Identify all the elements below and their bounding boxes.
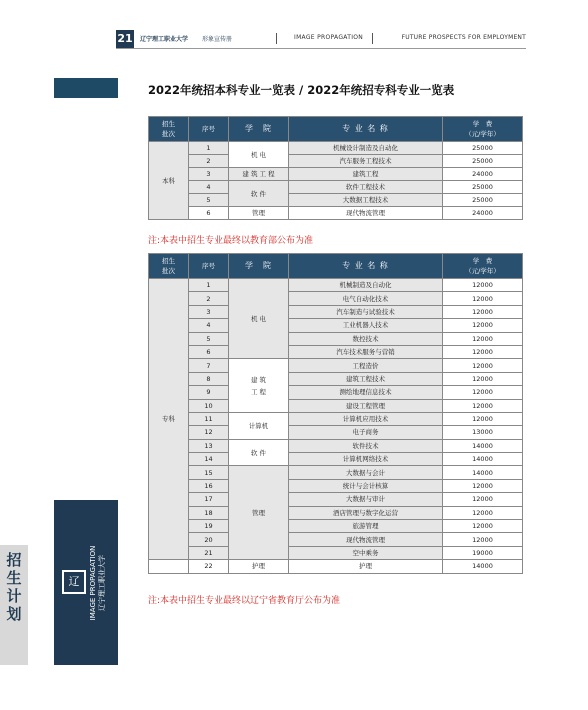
row-no: 16 <box>189 479 229 492</box>
major-cell: 计算机应用技术 <box>289 412 443 425</box>
major-cell: 计算机网络技术 <box>289 453 443 466</box>
table-row <box>149 345 523 358</box>
header-right-text: FUTURE PROSPECTS FOR EMPLOYMENT <box>401 34 526 41</box>
vocational-majors-table <box>148 253 523 574</box>
table-row <box>149 359 523 372</box>
major-cell: 大数据与会计 <box>289 466 443 479</box>
col-header-college: 学 院 <box>229 254 289 279</box>
major-cell: 现代物流管理 <box>289 533 443 546</box>
major-cell: 汽车制造与试验技术 <box>289 305 443 318</box>
row-no: 3 <box>189 168 229 181</box>
fee-cell: 14000 <box>443 453 523 466</box>
col-header-fee: 学 费 （元/学年） <box>443 117 523 142</box>
table-row <box>149 453 523 466</box>
table-row <box>149 279 523 292</box>
college-cell: 管理 <box>229 207 289 220</box>
table-row <box>149 168 523 181</box>
row-no: 4 <box>189 319 229 332</box>
college-cell: 护理 <box>229 560 289 573</box>
row-no: 3 <box>189 305 229 318</box>
fee-cell: 12000 <box>443 506 523 519</box>
fee-cell: 19000 <box>443 546 523 559</box>
undergrad-majors-table <box>148 116 523 220</box>
major-cell: 空中乘务 <box>289 546 443 559</box>
table-row <box>149 560 523 573</box>
header-rule <box>116 48 526 49</box>
fee-cell: 12000 <box>443 399 523 412</box>
major-cell: 电气自动化技术 <box>289 292 443 305</box>
fee-cell: 12000 <box>443 412 523 425</box>
fee-cell: 12000 <box>443 479 523 492</box>
col-header-batch: 招生 批次 <box>149 117 189 142</box>
page-number: 21 <box>116 30 134 48</box>
table-row <box>149 533 523 546</box>
table-row <box>149 439 523 452</box>
header-divider <box>276 33 277 44</box>
table-note: 注:本表中招生专业最终以教育部公布为准 <box>148 236 314 246</box>
fee-cell: 12000 <box>443 332 523 345</box>
row-no: 15 <box>189 466 229 479</box>
row-no: 17 <box>189 493 229 506</box>
col-header-fee: 学 费 （元/学年） <box>443 254 523 279</box>
row-no: 1 <box>189 142 229 155</box>
fee-cell: 12000 <box>443 493 523 506</box>
sidebar-brand-block <box>54 500 118 665</box>
fee-cell: 12000 <box>443 520 523 533</box>
fee-cell: 13000 <box>443 426 523 439</box>
row-no: 6 <box>189 345 229 358</box>
major-cell: 大数据与审计 <box>289 493 443 506</box>
table-header-row <box>149 117 523 142</box>
fee-cell: 25000 <box>443 142 523 155</box>
major-cell: 机械设计制造及自动化 <box>289 142 443 155</box>
row-no: 7 <box>189 359 229 372</box>
table-row <box>149 466 523 479</box>
table-header-row <box>149 254 523 279</box>
table-row <box>149 181 523 194</box>
major-cell: 工业机器人技术 <box>289 319 443 332</box>
table-row <box>149 319 523 332</box>
table-row <box>149 142 523 155</box>
table-row <box>149 520 523 533</box>
header-center-text: IMAGE PROPAGATION <box>294 34 364 41</box>
fee-cell: 12000 <box>443 345 523 358</box>
fee-cell: 12000 <box>443 533 523 546</box>
fee-cell: 12000 <box>443 292 523 305</box>
sidebar-vertical-text <box>84 518 112 648</box>
row-no: 5 <box>189 194 229 207</box>
table-row <box>149 194 523 207</box>
fee-cell: 14000 <box>443 466 523 479</box>
row-no: 19 <box>189 520 229 533</box>
major-cell: 汽车技术服务与营销 <box>289 345 443 358</box>
major-cell: 软件工程技术 <box>289 181 443 194</box>
table-row <box>149 426 523 439</box>
row-no: 6 <box>189 207 229 220</box>
major-cell: 酒店管理与数字化运营 <box>289 506 443 519</box>
table-row <box>149 155 523 168</box>
fee-cell: 12000 <box>443 305 523 318</box>
fee-cell: 25000 <box>443 181 523 194</box>
major-cell: 汽车服务工程技术 <box>289 155 443 168</box>
title-accent-bar <box>54 78 118 98</box>
college-cell: 计算机 <box>229 412 289 439</box>
row-no: 20 <box>189 533 229 546</box>
table-row <box>149 332 523 345</box>
fee-cell: 14000 <box>443 439 523 452</box>
row-no: 4 <box>189 181 229 194</box>
table-row <box>149 372 523 385</box>
row-no: 1 <box>189 279 229 292</box>
row-no: 13 <box>189 439 229 452</box>
major-cell: 工程造价 <box>289 359 443 372</box>
table-row <box>149 506 523 519</box>
row-no: 14 <box>189 453 229 466</box>
page-header <box>116 30 526 48</box>
table-row <box>149 386 523 399</box>
sidebar-section-tab <box>0 545 28 665</box>
major-cell: 建筑工程技术 <box>289 372 443 385</box>
major-cell: 软件技术 <box>289 439 443 452</box>
college-cell: 机 电 <box>229 279 289 359</box>
major-cell: 数控技术 <box>289 332 443 345</box>
table-row <box>149 399 523 412</box>
table-row <box>149 305 523 318</box>
college-cell: 建 筑 工 程 <box>229 168 289 181</box>
fee-cell: 12000 <box>443 359 523 372</box>
fee-cell: 14000 <box>443 560 523 573</box>
fee-cell: 24000 <box>443 207 523 220</box>
col-header-batch: 招生 批次 <box>149 254 189 279</box>
table-row <box>149 412 523 425</box>
fee-cell: 12000 <box>443 372 523 385</box>
table-note: 注:本表中招生专业最终以辽宁省教育厅公布为准 <box>148 596 341 606</box>
fee-cell: 25000 <box>443 155 523 168</box>
row-no: 18 <box>189 506 229 519</box>
fee-cell: 24000 <box>443 168 523 181</box>
college-cell: 软 件 <box>229 439 289 466</box>
row-no: 10 <box>189 399 229 412</box>
page-title: 2022年统招本科专业一览表 / 2022年统招专科专业一览表 <box>148 83 455 97</box>
header-university: 辽宁理工职业大学 <box>140 36 189 43</box>
major-cell: 建筑工程 <box>289 168 443 181</box>
batch-cell: 专科 <box>149 279 189 560</box>
col-header-no: 序号 <box>189 117 229 142</box>
table-row <box>149 546 523 559</box>
row-no: 22 <box>189 560 229 573</box>
section-title: 招生计划 <box>6 551 22 623</box>
college-cell: 机 电 <box>229 142 289 168</box>
major-cell: 旅游管理 <box>289 520 443 533</box>
fee-cell: 12000 <box>443 279 523 292</box>
major-cell: 电子商务 <box>289 426 443 439</box>
header-section: 形象宣传册 <box>202 36 233 43</box>
row-no: 8 <box>189 372 229 385</box>
row-no: 11 <box>189 412 229 425</box>
university-logo-icon: 辽 <box>62 570 86 594</box>
major-cell: 统计与会计核算 <box>289 479 443 492</box>
sidebar-vertical-en: IMAGE PROPAGATION <box>89 545 97 621</box>
college-cell: 软 件 <box>229 181 289 207</box>
row-no: 12 <box>189 426 229 439</box>
major-cell: 建设工程管理 <box>289 399 443 412</box>
major-cell: 测绘地理信息技术 <box>289 386 443 399</box>
col-header-major: 专 业 名 称 <box>289 117 443 142</box>
college-cell: 管理 <box>229 466 289 560</box>
table-row <box>149 207 523 220</box>
sidebar-vertical-cn: 辽宁理工职业大学 <box>98 555 106 612</box>
table-row <box>149 493 523 506</box>
row-no: 2 <box>189 155 229 168</box>
row-no: 21 <box>189 546 229 559</box>
col-header-no: 序号 <box>189 254 229 279</box>
major-cell: 护理 <box>289 560 443 573</box>
row-no: 5 <box>189 332 229 345</box>
table-row <box>149 292 523 305</box>
college-cell: 建 筑 工 程 <box>229 359 289 413</box>
major-cell: 大数据工程技术 <box>289 194 443 207</box>
fee-cell: 12000 <box>443 319 523 332</box>
major-cell: 机械制造及自动化 <box>289 279 443 292</box>
row-no: 9 <box>189 386 229 399</box>
batch-cell-empty <box>149 560 189 573</box>
major-cell: 现代物流管理 <box>289 207 443 220</box>
row-no: 2 <box>189 292 229 305</box>
batch-cell: 本科 <box>149 142 189 220</box>
fee-cell: 25000 <box>443 194 523 207</box>
col-header-college: 学 院 <box>229 117 289 142</box>
col-header-major: 专 业 名 称 <box>289 254 443 279</box>
header-divider <box>372 33 373 44</box>
table-row <box>149 479 523 492</box>
fee-cell: 12000 <box>443 386 523 399</box>
